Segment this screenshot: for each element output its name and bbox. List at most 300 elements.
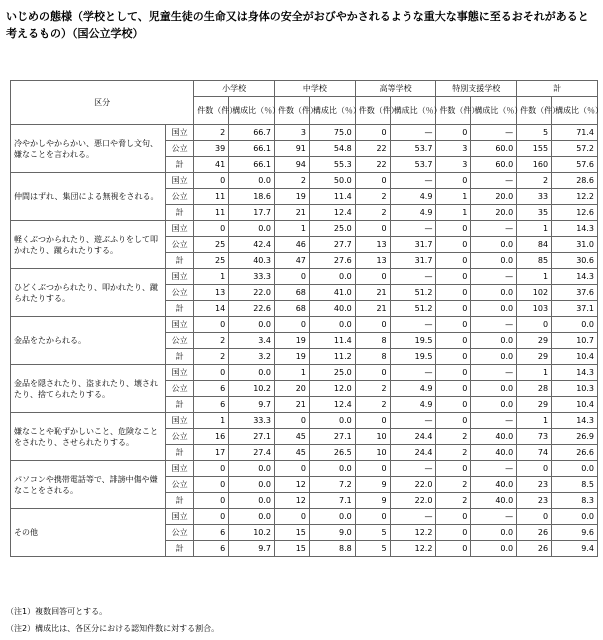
ratio-header: 構成比（％）: [309, 97, 355, 125]
count-cell: 47: [275, 253, 310, 269]
ratio-cell: 0.0: [229, 493, 275, 509]
ratio-cell: 22.0: [390, 493, 436, 509]
ratio-cell: —: [471, 509, 517, 525]
count-cell: 5: [517, 125, 552, 141]
table-row: [11, 509, 598, 525]
ratio-cell: 0.0: [229, 365, 275, 381]
count-cell: 102: [517, 285, 552, 301]
count-cell: 23: [517, 493, 552, 509]
ratio-cell: 0.0: [471, 397, 517, 413]
ratio-cell: 31.7: [390, 237, 436, 253]
count-cell: 3: [275, 125, 310, 141]
count-cell: 28: [517, 381, 552, 397]
count-cell: 15: [275, 525, 310, 541]
ratio-cell: 3.2: [229, 349, 275, 365]
count-cell: 0: [436, 397, 471, 413]
count-cell: 1: [436, 205, 471, 221]
ratio-cell: 19.5: [390, 349, 436, 365]
count-cell: 85: [517, 253, 552, 269]
ratio-cell: 0.0: [309, 461, 355, 477]
count-cell: 0: [436, 509, 471, 525]
school-type-header: 小学校: [194, 81, 275, 97]
table-row: [11, 413, 598, 429]
table-row: [11, 221, 598, 237]
ratio-cell: 0.0: [471, 253, 517, 269]
row-label: 計: [165, 157, 193, 173]
count-cell: 0: [275, 269, 310, 285]
count-cell: 3: [436, 141, 471, 157]
count-cell: 0: [436, 301, 471, 317]
table-body: [11, 125, 598, 557]
ratio-cell: —: [390, 413, 436, 429]
row-label: 国立: [165, 269, 193, 285]
ratio-cell: 40.0: [471, 429, 517, 445]
count-cell: 0: [355, 125, 390, 141]
count-cell: 13: [355, 237, 390, 253]
ratio-cell: 10.3: [552, 381, 598, 397]
row-label: 計: [165, 205, 193, 221]
count-cell: 2: [355, 189, 390, 205]
row-label: 計: [165, 445, 193, 461]
count-cell: 19: [275, 349, 310, 365]
ratio-cell: 66.7: [229, 125, 275, 141]
ratio-cell: 27.4: [229, 445, 275, 461]
count-cell: 10: [355, 429, 390, 445]
ratio-cell: 0.0: [552, 509, 598, 525]
count-cell: 0: [194, 173, 229, 189]
count-cell: 6: [194, 381, 229, 397]
ratio-cell: 40.0: [471, 493, 517, 509]
ratio-cell: 8.5: [552, 477, 598, 493]
row-label: 公立: [165, 189, 193, 205]
ratio-cell: 0.0: [471, 285, 517, 301]
ratio-cell: 0.0: [552, 317, 598, 333]
row-label: 公立: [165, 333, 193, 349]
count-cell: 11: [194, 205, 229, 221]
ratio-cell: 17.7: [229, 205, 275, 221]
ratio-cell: 12.4: [309, 397, 355, 413]
row-label: 公立: [165, 285, 193, 301]
count-header: 件数（件）: [194, 97, 229, 125]
count-cell: 29: [517, 333, 552, 349]
count-cell: 8: [355, 349, 390, 365]
count-cell: 9: [355, 477, 390, 493]
count-cell: 0: [194, 477, 229, 493]
count-cell: 0: [275, 509, 310, 525]
count-cell: 0: [355, 365, 390, 381]
count-cell: 0: [194, 317, 229, 333]
row-label: 国立: [165, 317, 193, 333]
count-cell: 26: [517, 541, 552, 557]
ratio-cell: 10.2: [229, 381, 275, 397]
ratio-cell: 14.3: [552, 365, 598, 381]
ratio-cell: 0.0: [229, 509, 275, 525]
ratio-cell: 8.8: [309, 541, 355, 557]
ratio-cell: 40.0: [309, 301, 355, 317]
ratio-cell: —: [471, 461, 517, 477]
count-cell: 39: [194, 141, 229, 157]
ratio-header: 構成比（％）: [390, 97, 436, 125]
ratio-cell: 25.0: [309, 365, 355, 381]
count-cell: 2: [194, 125, 229, 141]
notes: [6, 603, 219, 637]
count-header: 件数（件）: [275, 97, 310, 125]
count-cell: 45: [275, 429, 310, 445]
count-cell: 1: [517, 413, 552, 429]
count-cell: 0: [436, 461, 471, 477]
ratio-cell: 9.4: [552, 541, 598, 557]
school-type-header: 高等学校: [355, 81, 436, 97]
count-header: 件数（件）: [436, 97, 471, 125]
ratio-cell: 4.9: [390, 205, 436, 221]
count-cell: 29: [517, 349, 552, 365]
row-label: 計: [165, 349, 193, 365]
count-cell: 68: [275, 285, 310, 301]
count-cell: 68: [275, 301, 310, 317]
ratio-cell: —: [471, 413, 517, 429]
category-label: 金品をたかられる。: [11, 317, 166, 365]
count-cell: 2: [436, 445, 471, 461]
count-cell: 2: [194, 333, 229, 349]
ratio-cell: 57.2: [552, 141, 598, 157]
count-cell: 2: [436, 493, 471, 509]
row-label: 公立: [165, 381, 193, 397]
count-cell: 6: [194, 541, 229, 557]
row-label: 計: [165, 397, 193, 413]
count-header: 件数（件）: [517, 97, 552, 125]
count-cell: 12: [275, 477, 310, 493]
row-label: 国立: [165, 173, 193, 189]
ratio-cell: 31.7: [390, 253, 436, 269]
ratio-cell: 57.6: [552, 157, 598, 173]
count-cell: 25: [194, 237, 229, 253]
school-type-header: 中学校: [275, 81, 356, 97]
count-cell: 0: [194, 365, 229, 381]
count-cell: 0: [194, 221, 229, 237]
ratio-cell: 0.0: [309, 509, 355, 525]
ratio-cell: 0.0: [229, 173, 275, 189]
count-cell: 22: [355, 157, 390, 173]
category-label: パソコンや携帯電話等で、誹謗中傷や嫌なことをされる。: [11, 461, 166, 509]
ratio-cell: 12.2: [552, 189, 598, 205]
ratio-cell: —: [471, 317, 517, 333]
ratio-cell: 50.0: [309, 173, 355, 189]
count-cell: 0: [436, 221, 471, 237]
ratio-cell: 0.0: [309, 269, 355, 285]
row-label: 国立: [165, 461, 193, 477]
ratio-cell: 12.0: [309, 381, 355, 397]
count-cell: 6: [194, 525, 229, 541]
ratio-cell: 0.0: [309, 413, 355, 429]
ratio-cell: 0.0: [552, 461, 598, 477]
ratio-cell: 53.7: [390, 157, 436, 173]
ratio-cell: —: [471, 365, 517, 381]
ratio-cell: 12.2: [390, 541, 436, 557]
ratio-cell: 9.6: [552, 525, 598, 541]
ratio-cell: 66.1: [229, 141, 275, 157]
ratio-cell: —: [390, 125, 436, 141]
table-row: [11, 461, 598, 477]
count-cell: 21: [355, 301, 390, 317]
ratio-cell: 22.0: [229, 285, 275, 301]
row-label: 計: [165, 253, 193, 269]
category-label: 仲間はずれ、集団による無視をされる。: [11, 173, 166, 221]
count-cell: 0: [436, 525, 471, 541]
count-cell: 2: [517, 173, 552, 189]
ratio-cell: 12.2: [390, 525, 436, 541]
ratio-cell: —: [471, 269, 517, 285]
ratio-cell: 33.3: [229, 413, 275, 429]
ratio-cell: 22.0: [390, 477, 436, 493]
count-cell: 9: [355, 493, 390, 509]
row-label: 公立: [165, 477, 193, 493]
count-cell: 0: [517, 461, 552, 477]
corner-label: 区分: [11, 81, 194, 125]
ratio-cell: 24.4: [390, 445, 436, 461]
ratio-cell: 0.0: [471, 541, 517, 557]
count-cell: 1: [194, 413, 229, 429]
ratio-cell: 0.0: [471, 381, 517, 397]
count-cell: 13: [355, 253, 390, 269]
count-cell: 0: [436, 237, 471, 253]
ratio-cell: 10.7: [552, 333, 598, 349]
ratio-cell: 12.4: [309, 205, 355, 221]
ratio-cell: 0.0: [471, 237, 517, 253]
count-cell: 8: [355, 333, 390, 349]
count-cell: 0: [436, 365, 471, 381]
count-cell: 2: [194, 349, 229, 365]
ratio-cell: 4.9: [390, 381, 436, 397]
ratio-cell: 7.1: [309, 493, 355, 509]
count-cell: 74: [517, 445, 552, 461]
ratio-cell: 14.3: [552, 269, 598, 285]
category-label: 嫌なことや恥ずかしいこと、危険なことをされたり、させられたりする。: [11, 413, 166, 461]
count-cell: 1: [194, 269, 229, 285]
ratio-header: 構成比（％）: [471, 97, 517, 125]
ratio-cell: 0.0: [471, 301, 517, 317]
count-cell: 2: [436, 429, 471, 445]
ratio-cell: 51.2: [390, 285, 436, 301]
count-cell: 0: [436, 381, 471, 397]
row-label: 計: [165, 493, 193, 509]
ratio-cell: 11.4: [309, 189, 355, 205]
count-cell: 23: [517, 477, 552, 493]
count-cell: 0: [355, 461, 390, 477]
count-cell: 21: [275, 205, 310, 221]
ratio-cell: 20.0: [471, 205, 517, 221]
count-cell: 21: [275, 397, 310, 413]
count-cell: 19: [275, 189, 310, 205]
count-cell: 155: [517, 141, 552, 157]
count-cell: 20: [275, 381, 310, 397]
count-cell: 0: [194, 493, 229, 509]
row-label: 公立: [165, 429, 193, 445]
count-cell: 29: [517, 397, 552, 413]
ratio-cell: —: [390, 221, 436, 237]
ratio-cell: 24.4: [390, 429, 436, 445]
count-cell: 0: [517, 509, 552, 525]
count-cell: 13: [194, 285, 229, 301]
note-2: （注2）構成比は、各区分における認知件数に対する割合。: [6, 624, 220, 633]
count-cell: 103: [517, 301, 552, 317]
ratio-cell: 60.0: [471, 157, 517, 173]
count-cell: 45: [275, 445, 310, 461]
count-cell: 0: [436, 349, 471, 365]
count-cell: 26: [517, 525, 552, 541]
count-cell: 1: [436, 189, 471, 205]
ratio-cell: 75.0: [309, 125, 355, 141]
ratio-cell: —: [390, 173, 436, 189]
ratio-cell: 0.0: [309, 317, 355, 333]
count-cell: 0: [436, 173, 471, 189]
ratio-header: 構成比（％）: [552, 97, 598, 125]
count-cell: 2: [355, 397, 390, 413]
ratio-cell: 55.3: [309, 157, 355, 173]
ratio-cell: 41.0: [309, 285, 355, 301]
ratio-cell: 12.6: [552, 205, 598, 221]
count-cell: 1: [517, 221, 552, 237]
count-cell: 94: [275, 157, 310, 173]
count-cell: 0: [436, 253, 471, 269]
count-cell: 2: [275, 173, 310, 189]
table-row: [11, 317, 598, 333]
count-cell: 2: [355, 381, 390, 397]
ratio-cell: 31.0: [552, 237, 598, 253]
ratio-cell: 4.9: [390, 397, 436, 413]
count-cell: 3: [436, 157, 471, 173]
count-cell: 0: [436, 269, 471, 285]
count-cell: 16: [194, 429, 229, 445]
ratio-cell: 20.0: [471, 189, 517, 205]
count-cell: 10: [355, 445, 390, 461]
ratio-cell: 28.6: [552, 173, 598, 189]
ratio-cell: 11.2: [309, 349, 355, 365]
ratio-cell: —: [390, 317, 436, 333]
ratio-cell: —: [390, 365, 436, 381]
count-cell: 12: [275, 493, 310, 509]
count-cell: 0: [275, 461, 310, 477]
ratio-cell: 26.5: [309, 445, 355, 461]
count-cell: 6: [194, 397, 229, 413]
ratio-cell: 0.0: [229, 221, 275, 237]
count-cell: 1: [517, 365, 552, 381]
ratio-cell: 0.0: [471, 333, 517, 349]
document-title: いじめの態様（学校として、児童生徒の生命又は身体の安全がおびやかされるような重大な事態に至るおそれがあると考えるもの）（国公立学校）: [6, 10, 589, 40]
ratio-cell: 18.6: [229, 189, 275, 205]
count-cell: 2: [436, 477, 471, 493]
row-label: 国立: [165, 221, 193, 237]
ratio-cell: 0.0: [471, 525, 517, 541]
count-cell: 15: [275, 541, 310, 557]
count-cell: 73: [517, 429, 552, 445]
table-header: [11, 81, 603, 125]
ratio-cell: 71.4: [552, 125, 598, 141]
ratio-cell: —: [390, 269, 436, 285]
table-row: [11, 173, 598, 189]
ratio-cell: 30.6: [552, 253, 598, 269]
count-cell: 35: [517, 205, 552, 221]
school-type-header: 特別支援学校: [436, 81, 517, 97]
row-label: 計: [165, 541, 193, 557]
count-cell: 19: [275, 333, 310, 349]
ratio-cell: 37.6: [552, 285, 598, 301]
ratio-cell: —: [471, 173, 517, 189]
ratio-cell: 26.6: [552, 445, 598, 461]
ratio-cell: 8.3: [552, 493, 598, 509]
ratio-cell: 14.3: [552, 413, 598, 429]
ratio-header: 構成比（％）: [229, 97, 275, 125]
ratio-cell: —: [471, 125, 517, 141]
row-label: 公立: [165, 237, 193, 253]
count-cell: 0: [355, 173, 390, 189]
ratio-cell: 66.1: [229, 157, 275, 173]
ratio-cell: 0.0: [471, 349, 517, 365]
count-cell: 5: [355, 541, 390, 557]
ratio-cell: 19.5: [390, 333, 436, 349]
ratio-cell: 27.7: [309, 237, 355, 253]
table-row: [11, 125, 598, 141]
ratio-cell: 14.3: [552, 221, 598, 237]
table-row: [11, 269, 598, 285]
ratio-cell: 51.2: [390, 301, 436, 317]
ratio-cell: 40.0: [471, 477, 517, 493]
ratio-cell: 10.4: [552, 349, 598, 365]
ratio-cell: 9.7: [229, 541, 275, 557]
ratio-cell: 0.0: [229, 461, 275, 477]
count-cell: 0: [436, 333, 471, 349]
ratio-cell: 3.4: [229, 333, 275, 349]
ratio-cell: 25.0: [309, 221, 355, 237]
count-cell: 0: [275, 413, 310, 429]
count-cell: 1: [275, 365, 310, 381]
count-cell: 1: [517, 269, 552, 285]
category-label: ひどくぶつかられたり、叩かれたり、蹴られたりする。: [11, 269, 166, 317]
ratio-cell: 27.1: [309, 429, 355, 445]
ratio-cell: 4.9: [390, 189, 436, 205]
count-cell: 84: [517, 237, 552, 253]
ratio-cell: 54.8: [309, 141, 355, 157]
ratio-cell: 40.3: [229, 253, 275, 269]
note-1: （注1）複数回答可とする。: [6, 607, 108, 616]
ratio-cell: 10.2: [229, 525, 275, 541]
count-cell: 33: [517, 189, 552, 205]
school-type-header: 計: [517, 81, 598, 97]
row-label: 計: [165, 301, 193, 317]
count-cell: 91: [275, 141, 310, 157]
ratio-cell: —: [471, 221, 517, 237]
count-cell: 0: [436, 413, 471, 429]
ratio-cell: 26.9: [552, 429, 598, 445]
ratio-cell: 27.1: [229, 429, 275, 445]
count-cell: 160: [517, 157, 552, 173]
ratio-cell: —: [390, 461, 436, 477]
ratio-cell: —: [390, 509, 436, 525]
count-cell: 11: [194, 189, 229, 205]
category-label: その他: [11, 509, 166, 557]
row-label: 国立: [165, 365, 193, 381]
ratio-cell: 0.0: [229, 477, 275, 493]
count-cell: 0: [436, 317, 471, 333]
count-cell: 0: [436, 125, 471, 141]
ratio-cell: 33.3: [229, 269, 275, 285]
ratio-cell: 60.0: [471, 141, 517, 157]
count-cell: 17: [194, 445, 229, 461]
ratio-cell: 40.0: [471, 445, 517, 461]
count-cell: 46: [275, 237, 310, 253]
category-label: 金品を隠されたり、盗まれたり、壊されたり、捨てられたりする。: [11, 365, 166, 413]
count-cell: 0: [355, 221, 390, 237]
count-cell: 14: [194, 301, 229, 317]
